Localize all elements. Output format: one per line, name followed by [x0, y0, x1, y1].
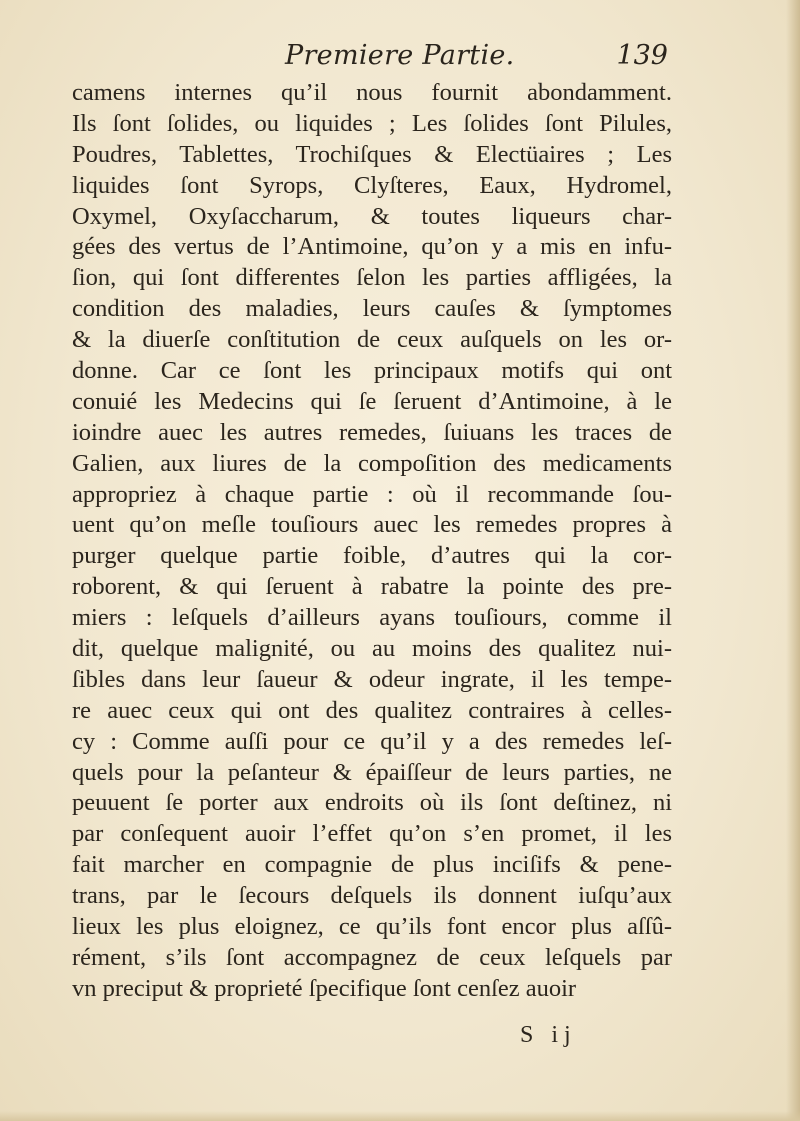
- text-line: fait marcher en compagnie de plus inciſifs & pene-: [72, 851, 672, 879]
- text-line: Galien, aux liures de la compoſition des medicaments: [72, 449, 672, 477]
- text-line: dit, quelque malignité, ou au moins des qualitez nui-: [72, 635, 672, 663]
- text-line: purger quelque partie foible, d’autres qui la cor-: [72, 542, 672, 570]
- text-line: miers : leſquels d’ailleurs ayans touſiours, comme il: [72, 604, 672, 632]
- text-line: re auec ceux qui ont des qualitez contraires à celles-: [72, 696, 672, 724]
- text-line: ſion, qui ſont differentes ſelon les parties affligées, la: [72, 264, 672, 292]
- signature-mark: S ij: [520, 1022, 577, 1048]
- text-line: ioindre auec les autres remedes, ſuiuans les traces de: [72, 418, 672, 446]
- text-line: quels pour la peſanteur & épaiſſeur de leurs parties, ne: [72, 758, 672, 786]
- text-line: rément, s’ils ſont accompagnez de ceux leſquels par: [72, 943, 672, 971]
- body-text: [72, 78, 672, 1005]
- text-line: trans, par le ſecours deſquels ils donnent iuſqu’aux: [72, 882, 672, 910]
- text-line: uent qu’on meſle touſiours auec les remedes propres à: [72, 511, 672, 539]
- text-line: vn preciput & proprieté ſpecifique ſont cenſez auoir: [72, 974, 577, 1002]
- text-line: donne. Car ce ſont les principaux motifs qui ont: [72, 357, 672, 385]
- text-line: Ils ſont ſolides, ou liquides ; Les ſolides ſont Pilules,: [72, 109, 672, 137]
- text-line: roborent, & qui ſeruent à rabatre la pointe des pre-: [72, 573, 672, 601]
- text-line: gées des vertus de l’Antimoine, qu’on y a mis en infu-: [72, 233, 672, 261]
- text-line: condition des maladies, leurs cauſes & ſymptomes: [72, 295, 672, 323]
- text-line: conuié les Medecins qui ſe ſeruent d’Antimoine, à le: [72, 387, 672, 415]
- text-line: Poudres, Tablettes, Trochiſques & Electüaires ; Les: [72, 140, 672, 168]
- text-line: peuuent ſe porter aux endroits où ils ſont deſtinez, ni: [72, 789, 672, 817]
- text-line: camens internes qu’il nous fournit abondamment.: [72, 79, 672, 106]
- text-line: & la diuerſe conſtitution de ceux auſquels on les or-: [72, 326, 672, 354]
- text-line: lieux les plus eloignez, ce qu’ils font encor plus aſſû-: [72, 913, 672, 941]
- running-head: Premiere Partie.: [285, 40, 515, 71]
- page-bottom-shadow: [0, 1111, 800, 1121]
- text-line: par conſequent auoir l’effet qu’on s’en promet, il les: [72, 820, 672, 848]
- page-number: 139: [616, 40, 668, 71]
- text-line: Oxymel, Oxyſaccharum, & toutes liqueurs char-: [72, 202, 672, 230]
- page-edge-shadow: [786, 0, 800, 1121]
- page-header: [70, 36, 670, 78]
- text-line: liquides ſont Syrops, Clyſteres, Eaux, Hydromel,: [72, 171, 672, 199]
- text-line: appropriez à chaque partie : où il recommande ſou-: [72, 480, 672, 508]
- text-line: cy : Comme auſſi pour ce qu’il y a des remedes leſ-: [72, 727, 672, 755]
- text-line: ſibles dans leur ſaueur & odeur ingrate, il les tempe-: [72, 665, 672, 693]
